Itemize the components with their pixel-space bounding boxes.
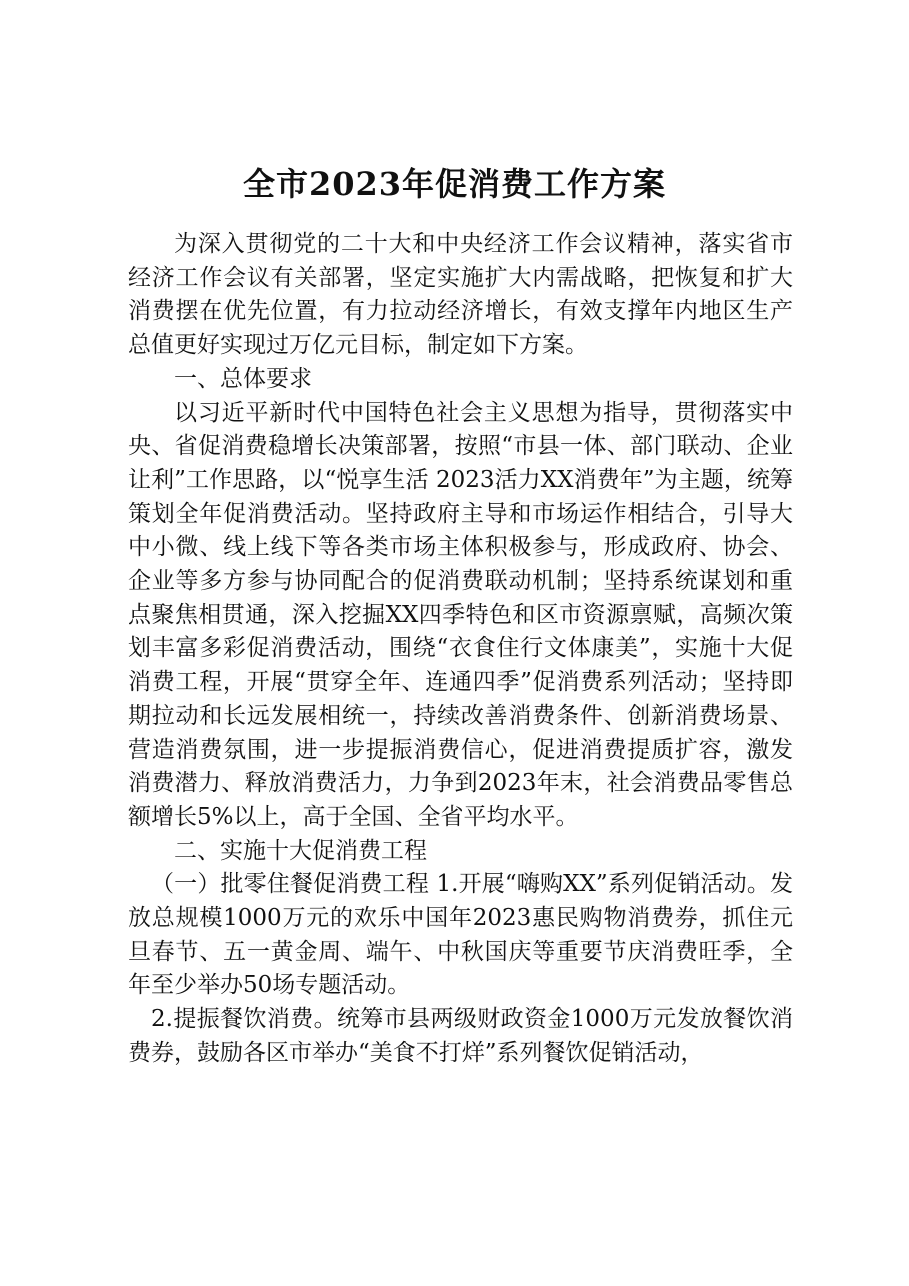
general-requirements-paragraph: 以习近平新时代中国特色社会主义思想为指导，贯彻落实中央、省促消费稳增长决策部署，按照“市县一体、部门联动、企业让利”工作思路，以“悦享生活 2023活力XX消费年”为主题，统筹策划全年促消费活动。坚持政府主导和市场运作相结合，引导大中小微、线上线下等各类市场主体积极参与，形成政府、协会、企业等多方参与协同配合的促消费联动机制；坚持系统谋划和重点聚焦相贯通，深入挖掘XX四季特色和区市资源禀赋，高频次策划丰富多彩促消费活动，围绕“衣食住行文体康美”，实施十大促消费工程，开展“贯穿全年、连通四季”促消费系列活动；坚持即期拉动和长远发展相统一，持续改善消费条件、创新消费场景、营造消费氛围，进一步提振消费信心，促进消费提质扩容，激发消费潜力、释放消费活力，力争到2023年末，社会消费品零售总额增长5%以上，高于全国、全省平均水平。 [128,399,793,830]
subsection-retail-catering-paragraph: （一）批零住餐促消费工程 1.开展“嗨购XX”系列促销活动。发放总规模1000万元的欢乐中国年2023惠民购物消费券，抓住元旦春节、五一黄金周、端午、中秋国庆等重要节庆消费旺季，全年至少举办50场专题活动。 [128,871,793,999]
intro-paragraph: 为深入贯彻党的二十大和中央经济工作会议精神，落实省市经济工作会议有关部署，坚定实施扩大内需战略，把恢复和扩大消费摆在优先位置，有力拉动经济增长，有效支撑年内地区生产总值更好实现过万亿元目标，制定如下方案。 [128,231,793,359]
item-catering-consumption-paragraph: 2.提振餐饮消费。统筹市县两级财政资金1000万元发放餐饮消费券，鼓励各区市举办“美食不打烊”系列餐饮促销活动， [128,1006,793,1066]
document-body [128,228,793,1071]
section-heading-general-requirements: 一、总体要求 [174,365,312,392]
document-title: 全市2023年促消费工作方案 [242,165,667,203]
section-heading-ten-projects: 二、实施十大促消费工程 [174,837,427,864]
